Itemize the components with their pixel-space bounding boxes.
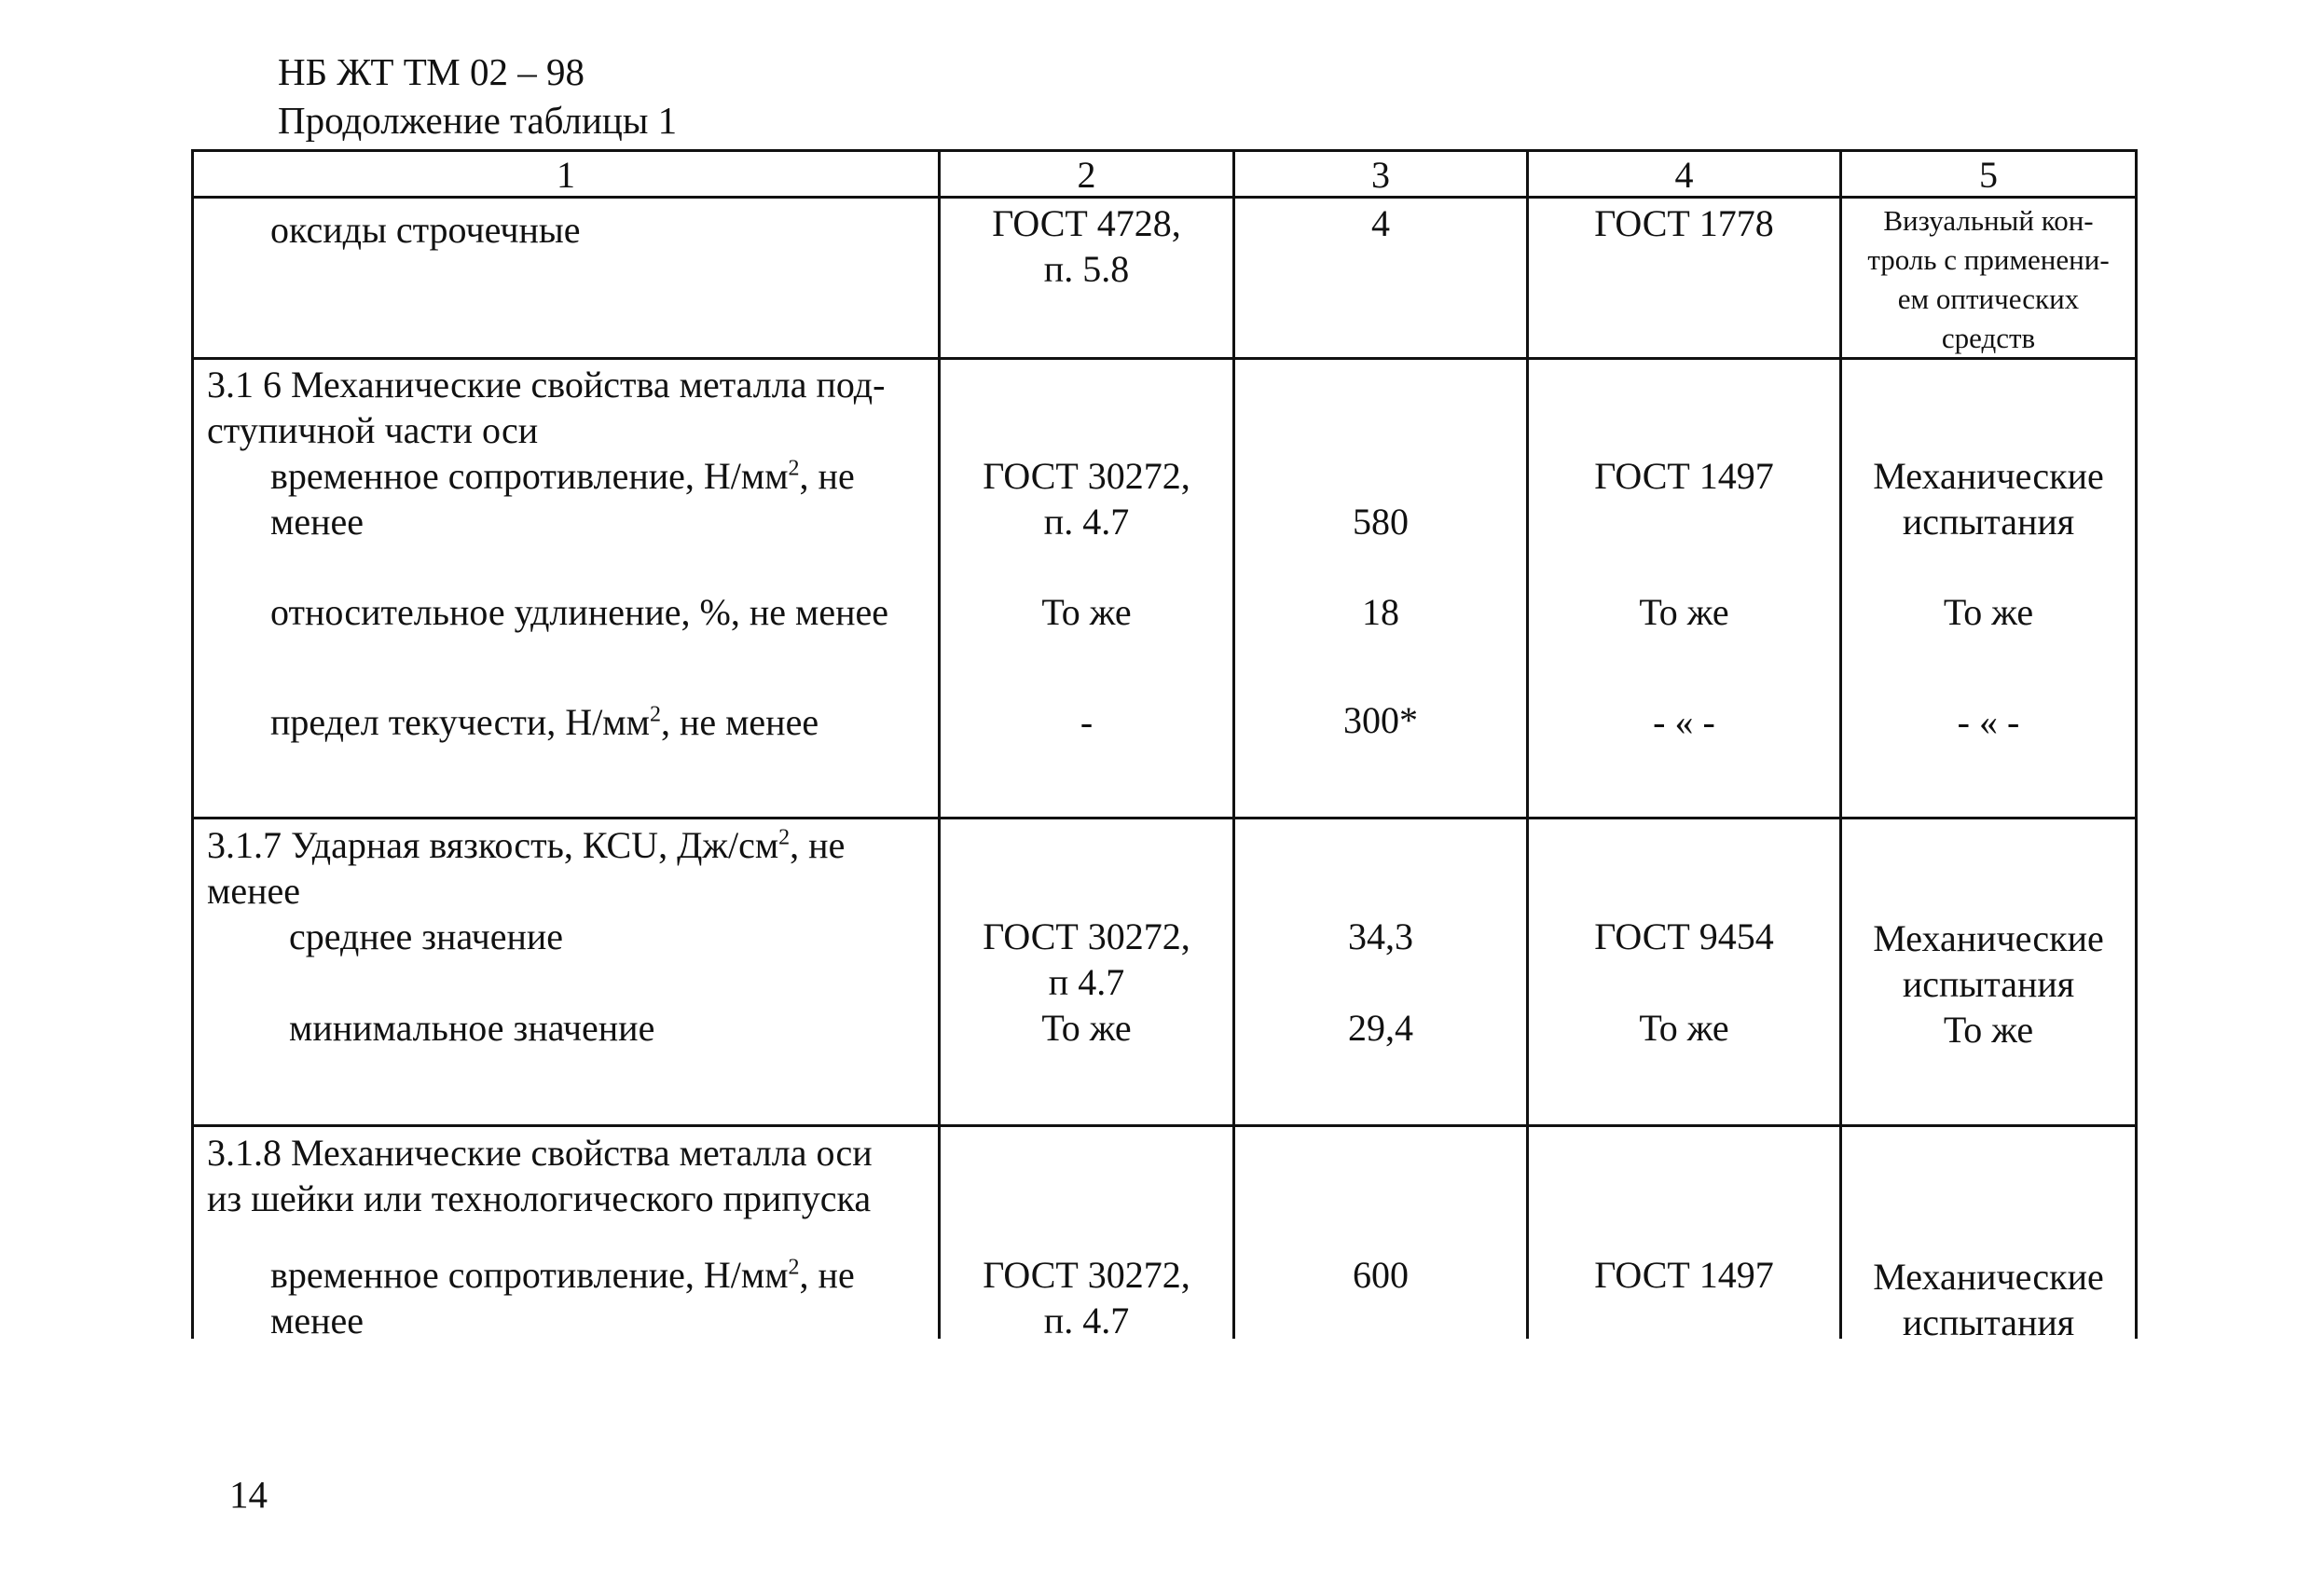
row-oxides-name: оксиды строчечные <box>270 209 581 251</box>
s318-tensile-name-1: временное сопротивление, $Н/мм^2$, не <box>270 1254 855 1296</box>
s317-minimum-control: То же <box>1943 1009 2034 1051</box>
s317-average-name: среднее значение <box>289 915 564 957</box>
row-oxides-control-2: троль с применени- <box>1867 243 2110 276</box>
table-continuation-caption: Продолжение таблицы 1 <box>278 99 678 142</box>
row-oxides-value: 4 <box>1371 202 1390 244</box>
s316-elongation-name: относительное удлинение, %, не менее <box>270 591 888 633</box>
column-number-2: 2 <box>1077 154 1096 196</box>
page-number: 14 <box>229 1473 268 1516</box>
s317-minimum-method: То же <box>1639 1007 1729 1049</box>
s316-tensile-method: ГОСТ 1497 <box>1594 455 1774 497</box>
s316-tensile-control-1: Механические <box>1873 455 2104 497</box>
s316-tensile-doc-a: ГОСТ 30272, <box>983 455 1190 497</box>
s316-tensile-name-2: менее <box>270 501 364 543</box>
column-border-2 <box>1232 149 1235 1339</box>
s317-minimum-name: минимальное значение <box>289 1007 655 1049</box>
row-oxides-control-1: Визуальный кон- <box>1883 204 2094 237</box>
row-border-2 <box>192 817 2137 819</box>
s317-minimum-doc: То же <box>1041 1007 1132 1049</box>
s316-elongation-value: 18 <box>1362 591 1399 633</box>
s317-average-doc-b: п 4.7 <box>1048 961 1125 1003</box>
s317-average-doc-a: ГОСТ 30272, <box>983 915 1190 957</box>
section-317-title-2: менее <box>207 870 300 912</box>
row-border-3 <box>192 1124 2137 1127</box>
column-number-5: 5 <box>1979 154 1998 196</box>
row-oxides-control-3: ем оптических <box>1897 282 2080 315</box>
column-border-5 <box>2135 149 2138 1339</box>
row-oxides-control-4: средств <box>1941 322 2036 354</box>
section-316-title-1: 3.1 6 Механические свойства металла под- <box>207 364 886 406</box>
s316-elongation-method: То же <box>1639 591 1729 633</box>
column-border-0 <box>191 149 194 1339</box>
s318-tensile-control-2: испытания <box>1902 1301 2075 1343</box>
s316-yield-method: - « - <box>1653 701 1715 743</box>
s316-yield-name: предел текучести, $Н/мм^2$, не менее <box>270 701 819 743</box>
s317-average-value: 34,3 <box>1348 915 1413 957</box>
s317-average-control-1: Механические <box>1873 917 2104 959</box>
section-318-title-1: 3.1.8 Механические свойства металла оси <box>207 1132 873 1174</box>
s316-elongation-control: То же <box>1943 591 2034 633</box>
s318-tensile-method: ГОСТ 1497 <box>1594 1254 1774 1296</box>
section-316-title-2: ступичной части оси <box>207 409 539 451</box>
s316-tensile-value: 580 <box>1353 501 1409 543</box>
s316-tensile-doc-b: п. 4.7 <box>1043 501 1130 543</box>
document-code: НБ ЖТ ТМ 02 – 98 <box>278 50 585 93</box>
s317-minimum-value: 29,4 <box>1348 1007 1413 1049</box>
s316-yield-value: 300* <box>1343 699 1418 741</box>
s318-tensile-value: 600 <box>1353 1254 1409 1296</box>
s318-tensile-control-1: Механические <box>1873 1256 2104 1298</box>
column-number-1: 1 <box>557 154 575 196</box>
s317-average-method: ГОСТ 9454 <box>1594 915 1774 957</box>
s316-yield-control: - « - <box>1957 701 2020 743</box>
s318-tensile-doc-b: п. 4.7 <box>1043 1300 1130 1341</box>
s317-average-control-2: испытания <box>1902 963 2075 1005</box>
s316-yield-doc: - <box>1080 701 1094 743</box>
column-number-4: 4 <box>1674 154 1694 196</box>
s316-tensile-name-1: временное сопротивление, $Н/мм^2$, не <box>270 455 855 497</box>
s316-elongation-doc: То же <box>1041 591 1132 633</box>
s318-tensile-doc-a: ГОСТ 30272, <box>983 1254 1190 1296</box>
row-oxides-doc-a: ГОСТ 4728, <box>992 202 1181 244</box>
section-317-title-1: 3.1.7 Ударная вязкость, КСU, $Дж/см^2$, не <box>207 824 846 866</box>
s316-tensile-control-2: испытания <box>1902 501 2075 543</box>
row-oxides-method: ГОСТ 1778 <box>1594 202 1774 244</box>
section-318-title-2: из шейки или технологического припуска <box>207 1177 872 1219</box>
row-oxides-doc-b: п. 5.8 <box>1043 248 1130 290</box>
s318-tensile-name-2: менее <box>270 1300 364 1341</box>
column-number-3: 3 <box>1371 154 1390 196</box>
